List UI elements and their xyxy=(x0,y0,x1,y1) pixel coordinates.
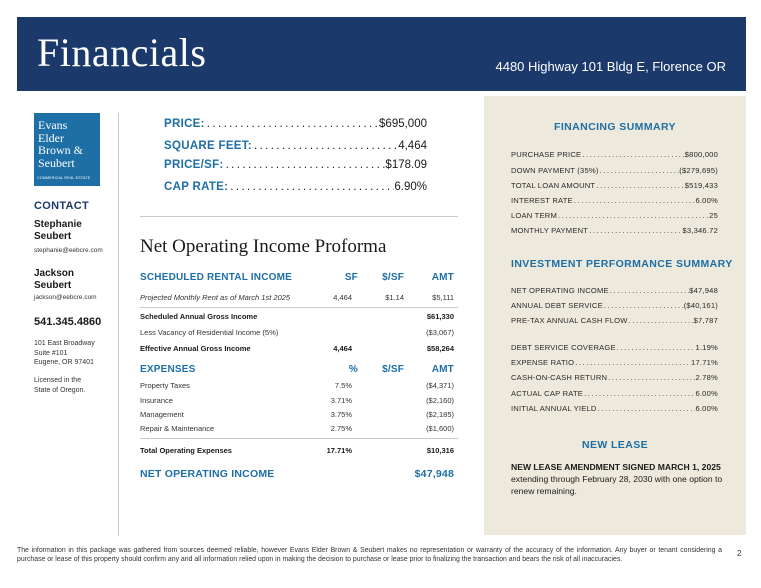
investment-row xyxy=(511,389,718,398)
address-line: Suite #101 xyxy=(34,349,68,357)
col-per-sf-header: $/SF xyxy=(382,364,404,375)
row-label: Less Vacancy of Residential Income (5%) xyxy=(140,328,279,337)
row-label: TOTAL LOAN AMOUNT xyxy=(511,181,596,190)
financing-row xyxy=(511,211,718,220)
col-sf-header: SF xyxy=(344,272,358,283)
income-header-label: SCHEDULED RENTAL INCOME xyxy=(140,272,293,283)
price-sf-label: PRICE/SF: xyxy=(164,159,224,171)
dot-leader xyxy=(607,373,695,382)
table-divider xyxy=(140,438,458,439)
row-label: NET OPERATING INCOME xyxy=(140,468,275,480)
row-amt: $5,111 xyxy=(432,293,454,302)
row-label: NET OPERATING INCOME xyxy=(511,286,609,295)
dot-leader xyxy=(588,226,682,235)
row-label: Total Operating Expenses xyxy=(140,446,232,455)
office-address xyxy=(34,339,112,368)
row-label: PURCHASE PRICE xyxy=(511,150,582,159)
vacancy-row xyxy=(140,328,456,340)
row-per-sf: $1.14 xyxy=(385,293,404,302)
dot-leader xyxy=(581,150,684,159)
row-label: MONTHLY PAYMENT xyxy=(511,226,589,235)
row-value: $7,787 xyxy=(693,316,718,325)
expenses-header-row xyxy=(140,364,456,376)
investment-row xyxy=(511,358,718,367)
sqft-label: SQUARE FEET: xyxy=(164,140,252,152)
row-pct: 3.75% xyxy=(330,410,352,419)
row-amt: $10,316 xyxy=(426,446,454,455)
row-pct: 2.75% xyxy=(330,424,352,433)
dot-leader xyxy=(595,181,684,190)
row-amt: ($1,600) xyxy=(426,424,454,433)
row-sf: 4,464 xyxy=(333,293,352,302)
row-label: Scheduled Annual Gross Income xyxy=(140,312,258,321)
contact-phone[interactable]: 541.345.4860 xyxy=(34,316,102,328)
financing-heading: FINANCING SUMMARY xyxy=(554,121,676,133)
dot-leader xyxy=(583,389,695,398)
financing-row xyxy=(511,196,718,205)
row-value: 25 xyxy=(709,211,718,220)
new-lease-bold: NEW LEASE AMENDMENT SIGNED MARCH 1, 2025 xyxy=(511,462,721,472)
row-value: $47,948 xyxy=(689,286,718,295)
column-divider xyxy=(118,113,119,536)
dot-leader xyxy=(573,196,696,205)
new-lease-text xyxy=(511,461,731,497)
row-label: ACTUAL CAP RATE xyxy=(511,389,584,398)
row-amt: ($2,160) xyxy=(426,396,454,405)
contact-name: Jackson Seubert xyxy=(34,268,75,291)
projected-rent-row xyxy=(140,293,456,305)
row-label: Repair & Maintenance xyxy=(140,424,215,433)
financing-row xyxy=(511,181,718,190)
price-sf-row xyxy=(164,159,427,171)
row-value: $800,000 xyxy=(684,150,718,159)
logo-subtitle: COMMERCIAL REAL ESTATE xyxy=(37,175,91,180)
investment-heading: INVESTMENT PERFORMANCE SUMMARY xyxy=(511,258,733,270)
logo-line: Seubert xyxy=(38,155,75,170)
sqft-value: 4,464 xyxy=(398,140,427,152)
row-value: 17.71% xyxy=(691,358,718,367)
row-value: $519,433 xyxy=(684,181,718,190)
expense-row xyxy=(140,381,456,393)
row-label: ANNUAL DEBT SERVICE xyxy=(511,301,603,310)
row-label: PRE-TAX ANNUAL CASH FLOW xyxy=(511,316,628,325)
row-value: $3,346.72 xyxy=(682,226,718,235)
net-operating-income-row xyxy=(140,468,456,480)
expense-row xyxy=(140,410,456,422)
dot-leader xyxy=(228,181,394,193)
company-logo xyxy=(34,113,100,186)
logo-line: Elder xyxy=(38,130,64,145)
row-label: INITIAL ANNUAL YIELD xyxy=(511,404,597,413)
row-value: ($279,695) xyxy=(679,166,718,175)
dot-leader xyxy=(205,118,379,130)
page-title: Financials xyxy=(37,30,207,75)
expense-row xyxy=(140,424,456,436)
price-label: PRICE: xyxy=(164,118,205,130)
header-banner xyxy=(17,17,746,91)
gross-income-row xyxy=(140,312,456,324)
row-value: 6.00% xyxy=(695,389,718,398)
dot-leader xyxy=(574,358,691,367)
row-label: INTEREST RATE xyxy=(511,196,573,205)
sqft-row xyxy=(164,140,427,152)
row-label: CASH-ON-CASH RETURN xyxy=(511,373,608,382)
investment-row xyxy=(511,286,718,295)
row-pct: 7.5% xyxy=(334,381,352,390)
logo-line: Evans xyxy=(38,118,68,132)
row-value: ($40,161) xyxy=(683,301,718,310)
row-value: 6.00% xyxy=(695,196,718,205)
investment-row xyxy=(511,301,718,310)
row-value: 2.78% xyxy=(695,373,718,382)
investment-row xyxy=(511,316,718,325)
dot-leader xyxy=(609,286,689,295)
row-label: Insurance xyxy=(140,396,173,405)
address-line: 101 East Broadway xyxy=(34,340,95,347)
row-amt: ($4,371) xyxy=(426,381,454,390)
col-amt-header: AMT xyxy=(431,364,454,375)
cap-rate-row xyxy=(164,181,427,193)
row-label: EXPENSE RATIO xyxy=(511,358,575,367)
contact-email[interactable]: jackson@eebcre.com xyxy=(34,294,97,301)
investment-row xyxy=(511,343,718,352)
row-amt: ($3,067) xyxy=(426,328,454,337)
row-label: Property Taxes xyxy=(140,381,190,390)
contact-name: Stephanie Seubert xyxy=(34,219,82,242)
noi-title: Net Operating Income Proforma xyxy=(140,236,387,257)
row-label: DOWN PAYMENT (35%) xyxy=(511,166,599,175)
new-lease-detail: extending through February 28, 2030 with one option to renew remaining. xyxy=(511,474,723,496)
dot-leader xyxy=(599,166,680,175)
dot-leader xyxy=(252,140,398,152)
dot-leader xyxy=(628,316,694,325)
expenses-header-label: EXPENSES xyxy=(140,364,196,375)
row-label: Projected Monthly Rent as of March 1st 2025 xyxy=(140,293,291,302)
effective-income-row xyxy=(140,344,456,356)
price-row xyxy=(164,118,427,130)
row-label: DEBT SERVICE COVERAGE xyxy=(511,343,616,352)
row-amt: $61,330 xyxy=(426,312,454,321)
investment-row xyxy=(511,373,718,382)
col-amt-header: AMT xyxy=(431,272,454,283)
row-label: LOAN TERM xyxy=(511,211,557,220)
financing-row xyxy=(511,150,718,159)
license-line: State of Oregon. xyxy=(34,386,86,394)
dot-leader xyxy=(224,159,386,171)
table-divider xyxy=(140,307,458,308)
logo-line: Brown & xyxy=(38,143,83,157)
row-label: Management xyxy=(140,410,184,419)
license-line: Licensed in the xyxy=(34,377,82,384)
financing-row xyxy=(511,226,718,235)
row-value: 1.19% xyxy=(695,343,718,352)
row-amt: $47,948 xyxy=(414,468,454,480)
property-address: 4480 Highway 101 Bldg E, Florence OR xyxy=(495,59,726,74)
row-pct: 17.71% xyxy=(326,446,352,455)
dot-leader xyxy=(603,301,684,310)
income-header-row xyxy=(140,272,456,284)
col-pct-header: % xyxy=(348,364,358,375)
address-line: Eugene, OR 97401 xyxy=(34,359,94,366)
page-number: 2 xyxy=(737,549,742,558)
col-per-sf-header: $/SF xyxy=(382,272,404,283)
investment-row xyxy=(511,404,718,413)
cap-rate-label: CAP RATE: xyxy=(164,181,229,193)
row-value: 6.00% xyxy=(695,404,718,413)
row-amt: $58,264 xyxy=(426,344,454,353)
disclaimer: The information in this package was gathered from sources deemed reliable, however Evans Elder Brown & Seubert makes no representation or warranty of the accuracy of the information. Any buyer or tenant considering a purchase or lease of this property should confirm any and all information relied upon in making the decision to purchase or lease prior to finalizing the transaction and bears the risk of all inaccuracies. xyxy=(17,547,722,563)
price-sf-value: $178.09 xyxy=(385,159,427,171)
total-expenses-row xyxy=(140,446,456,458)
row-amt: ($2,185) xyxy=(426,410,454,419)
cap-rate-value: 6.90% xyxy=(394,181,427,193)
row-pct: 3.71% xyxy=(330,396,352,405)
license-note xyxy=(34,376,112,395)
contact-email[interactable]: stephanie@eebcre.com xyxy=(34,247,103,254)
expense-row xyxy=(140,396,456,408)
row-sf: 4,464 xyxy=(333,344,352,353)
price-value: $695,000 xyxy=(379,118,427,130)
financing-row xyxy=(511,166,718,175)
row-label: Effective Annual Gross Income xyxy=(140,344,251,353)
dot-leader xyxy=(616,343,696,352)
section-divider xyxy=(140,216,458,217)
dot-leader xyxy=(557,211,709,220)
dot-leader xyxy=(597,404,696,413)
new-lease-heading: NEW LEASE xyxy=(581,439,649,451)
contact-heading: CONTACT xyxy=(34,200,90,212)
